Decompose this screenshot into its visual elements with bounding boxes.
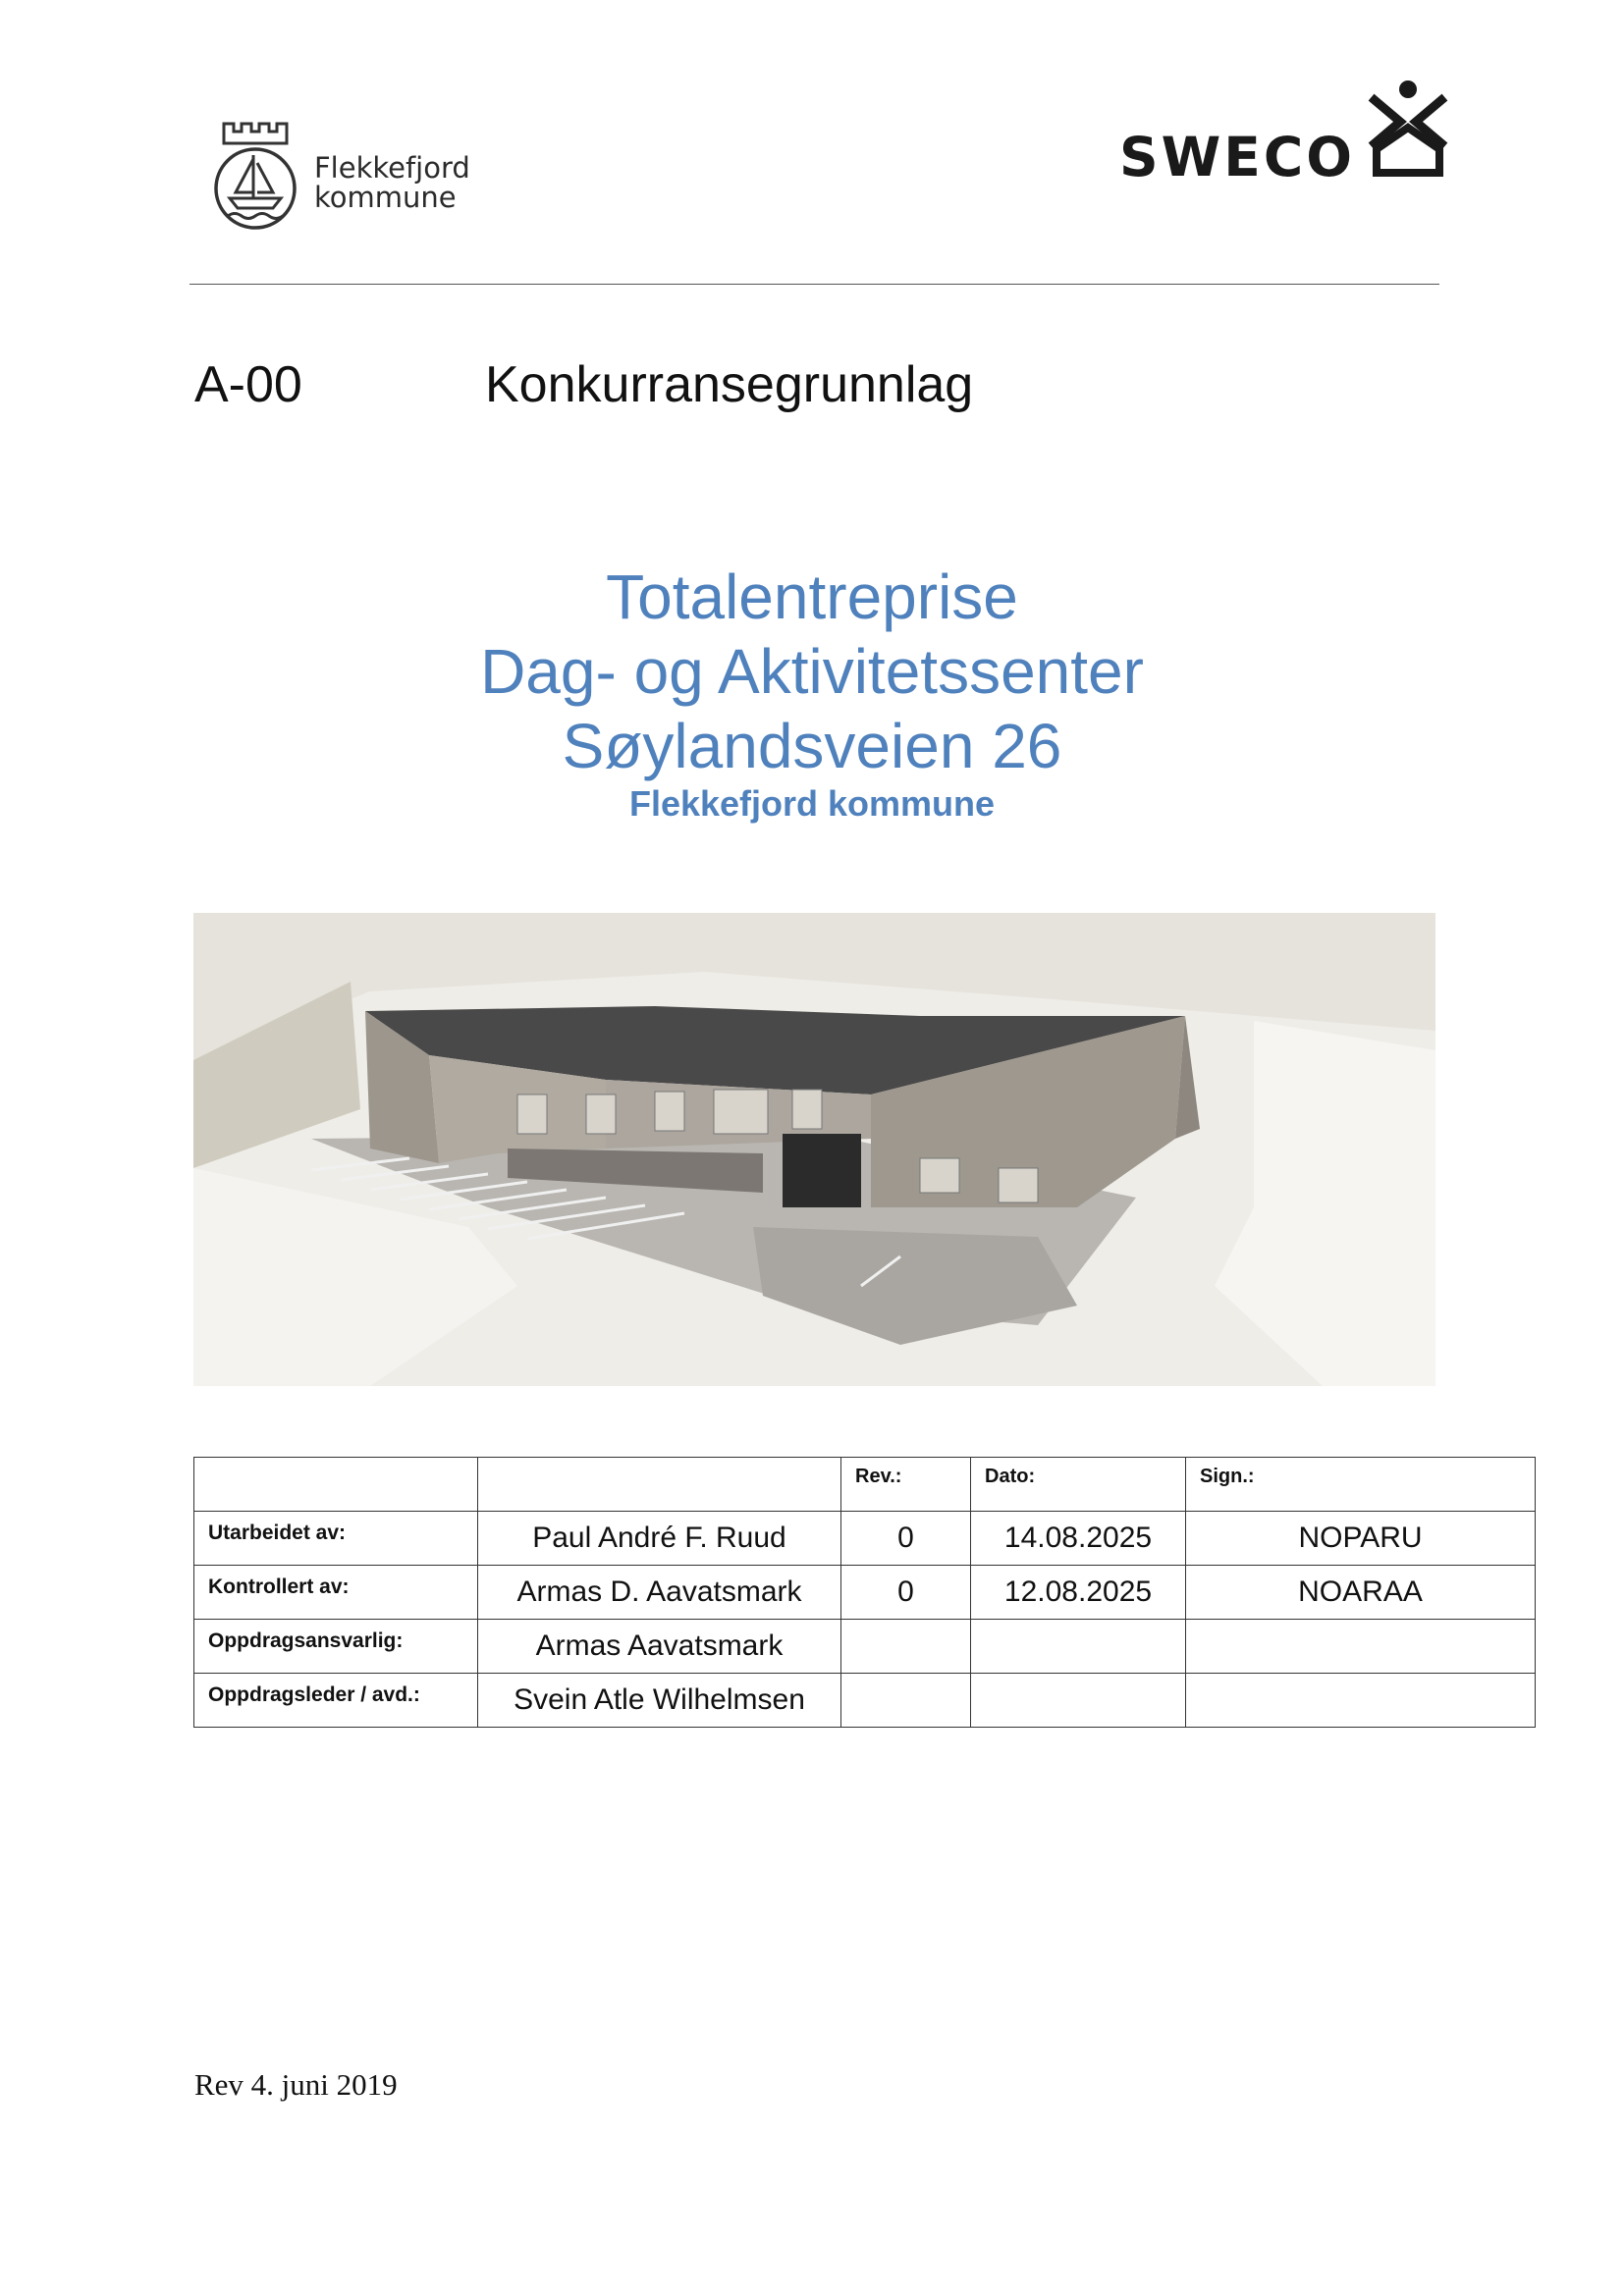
- row-sign: [1186, 1620, 1536, 1674]
- document-code: A-00: [194, 356, 302, 413]
- flekkefjord-kommune-logo: [206, 116, 481, 236]
- table-header-row: [194, 1458, 1536, 1512]
- row-date: 12.08.2025: [971, 1566, 1186, 1620]
- row-label: Oppdragsleder / avd.:: [194, 1674, 478, 1728]
- table-row: [194, 1674, 1536, 1728]
- rev-header: Rev.:: [841, 1458, 971, 1512]
- table-row: [194, 1620, 1536, 1674]
- row-rev: 0: [841, 1512, 971, 1566]
- table-header-cell: [478, 1458, 841, 1512]
- row-name: Armas Aavatsmark: [478, 1620, 841, 1674]
- row-name: Armas D. Aavatsmark: [478, 1566, 841, 1620]
- row-label: Oppdragsansvarlig:: [194, 1620, 478, 1674]
- table-row: [194, 1512, 1536, 1566]
- title-line-4: Flekkefjord kommune: [628, 783, 996, 824]
- logo-text-line2: kommune: [314, 181, 457, 214]
- table-header-cell: [194, 1458, 478, 1512]
- row-date: [971, 1674, 1186, 1728]
- castle-ship-seal-icon: [206, 116, 304, 236]
- row-rev: [841, 1674, 971, 1728]
- document-type: Konkurransegrunnlag: [485, 356, 974, 413]
- title-line-3: Søylandsveien 26: [562, 711, 1062, 781]
- signature-table: [193, 1457, 1536, 1728]
- row-name: Paul André F. Ruud: [478, 1512, 841, 1566]
- sign-header: Sign.:: [1186, 1458, 1536, 1512]
- row-sign: [1186, 1674, 1536, 1728]
- row-label: Kontrollert av:: [194, 1566, 478, 1620]
- sweco-logo: [1119, 79, 1453, 187]
- row-date: [971, 1620, 1186, 1674]
- title-line-1: Totalentreprise: [606, 561, 1018, 632]
- table-row: [194, 1566, 1536, 1620]
- row-label: Utarbeidet av:: [194, 1512, 478, 1566]
- row-rev: 0: [841, 1566, 971, 1620]
- row-sign: NOPARU: [1186, 1512, 1536, 1566]
- date-header: Dato:: [971, 1458, 1186, 1512]
- row-date: 14.08.2025: [971, 1512, 1186, 1566]
- sweco-logo-text: SWECO: [1119, 126, 1355, 188]
- sweco-figure-icon: [1367, 79, 1449, 177]
- logo-text-line1: Flekkefjord: [314, 151, 470, 185]
- row-rev: [841, 1620, 971, 1674]
- row-name: Svein Atle Wilhelmsen: [478, 1674, 841, 1728]
- building-rendering-image: [193, 913, 1435, 1386]
- header-divider: [189, 284, 1439, 285]
- title-line-2: Dag- og Aktivitetssenter: [480, 636, 1144, 707]
- revision-footer: Rev 4. juni 2019: [194, 2067, 398, 2102]
- row-sign: NOARAA: [1186, 1566, 1536, 1620]
